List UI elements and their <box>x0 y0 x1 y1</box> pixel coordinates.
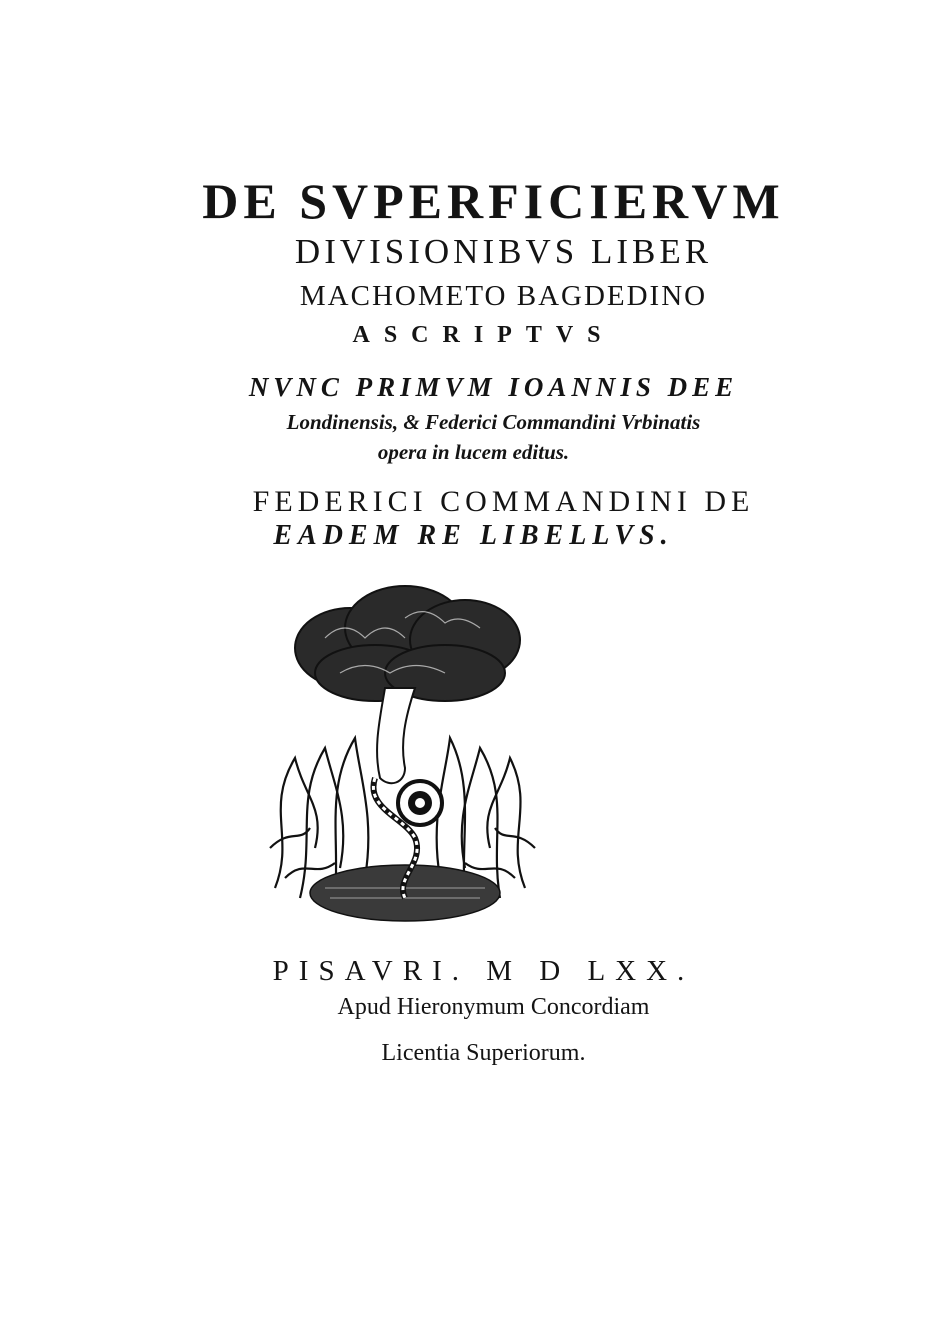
imprint-place-date: PISAVRI. M D LXX. <box>272 955 695 987</box>
appendix-line-2: EADEM RE LIBELLVS. <box>273 520 674 551</box>
title-line-3: MACHOMETO BAGDEDINO <box>299 280 708 312</box>
title-line-4: ASCRIPTVS <box>352 322 615 348</box>
editor-line-1: NVNC PRIMVM IOANNIS DEE <box>248 372 739 402</box>
editor-line-3: opera in lucem editus. <box>377 440 570 464</box>
printer-device-icon <box>255 578 555 948</box>
title-line-1: DE SVPERFICIERVM <box>202 173 785 229</box>
appendix-line-1: FEDERICI COMMANDINI DE <box>252 485 755 518</box>
editor-line-2: Londinensis, & Federici Commandini Vrbinatis <box>286 410 701 434</box>
imprint-printer: Apud Hieronymum Concordiam <box>337 994 650 1020</box>
imprint-license: Licentia Superiorum. <box>381 1040 586 1066</box>
title-line-2: DIVISIONIBVS LIBER <box>294 232 713 271</box>
